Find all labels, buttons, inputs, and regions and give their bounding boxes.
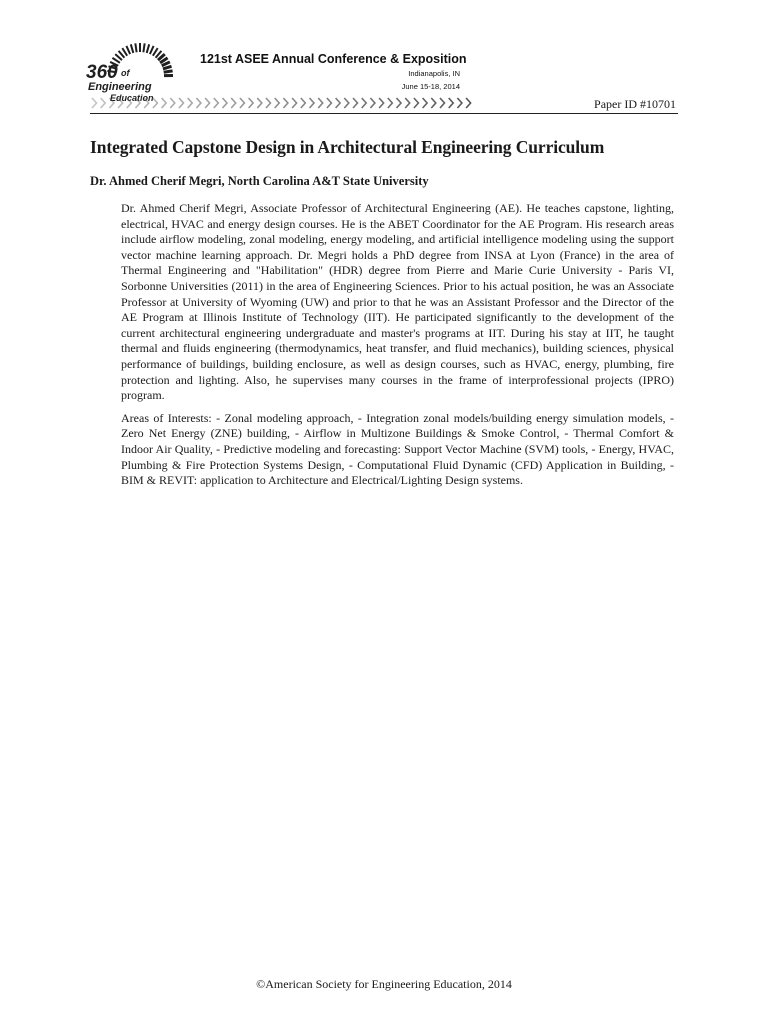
conference-location: Indianapolis, IN bbox=[408, 69, 460, 78]
conference-dates: June 15-18, 2014 bbox=[401, 82, 460, 91]
paper-authors: Dr. Ahmed Cherif Megri, North Carolina A&T State University bbox=[90, 174, 429, 188]
conference-title: 121st ASEE Annual Conference & Exposition bbox=[200, 52, 467, 66]
paper-id: Paper ID #10701 bbox=[594, 97, 676, 111]
author-biography bbox=[121, 201, 674, 496]
bio-paragraph: Dr. Ahmed Cherif Megri, Associate Professor of Architectural Engineering (AE). He teaches capstone, lighting, electrical, HVAC and energy design courses. He is the ABET Coordinator for the AE Program. His research areas include airflow modeling, zonal modeling, energy modeling, and artificial intelligence modeling using the support vector machine learning approach. Dr. Megri holds a PhD degree from INSA at Lyon (France) in the area of Thermal Engineering and "Habilitation" (HDR) degree from Pierre and Marie Curie University - Paris VI, Sorbonne Universities (2011) in the area of Engineering Sciences. Prior to his actual position, he was an Associate Professor at University of Wyoming (UW) and prior to that he was an Assistant Professor and the Director of the AE Program at Illinois Institute of Technology (IIT). He participated significantly to the development of the current architectural engineering undergraduate and master's programs at IIT. During his stay at IIT, he taught thermal and fluids engineering (thermodynamics, heat transfer, and fluid mechanics), building sciences, physical performance of buildings, building enclosure, as well as design courses, such as HVAC, energy, plumbing, fire protection and lighting. Also, he supervises many courses in the frame of interprofessional projects (IPRO) program. bbox=[121, 201, 674, 403]
logo-education: Education bbox=[110, 93, 154, 103]
copyright-footer: ©American Society for Engineering Education, 2014 bbox=[256, 977, 512, 991]
conference-info bbox=[200, 52, 467, 91]
chevron-band-icon bbox=[90, 96, 480, 110]
interests-paragraph: Areas of Interests: - Zonal modeling approach, - Integration zonal models/building energy simulation models, - Zero Net Energy (ZNE) building, - Airflow in Multizone Buildings & Smoke Control, - Thermal Comfort & Indoor Air Quality, - Predictive modeling and forecasting: Support Vector Machine (SVM) tools, - Energy, HVAC, Plumbing & Fire Protection Systems Design, - Computational Fluid Dynamic (CFD) Application in Building, - BIM & REVIT: application to Architecture and Electrical/Lighting Design systems. bbox=[121, 410, 674, 488]
logo-engineering: Engineering bbox=[88, 81, 152, 93]
paper-title: Integrated Capstone Design in Architectural Engineering Curriculum bbox=[90, 137, 605, 157]
logo-number: 360 bbox=[86, 62, 118, 83]
page-header bbox=[0, 0, 768, 120]
header-rule bbox=[90, 113, 678, 114]
logo-of: of bbox=[121, 68, 130, 78]
